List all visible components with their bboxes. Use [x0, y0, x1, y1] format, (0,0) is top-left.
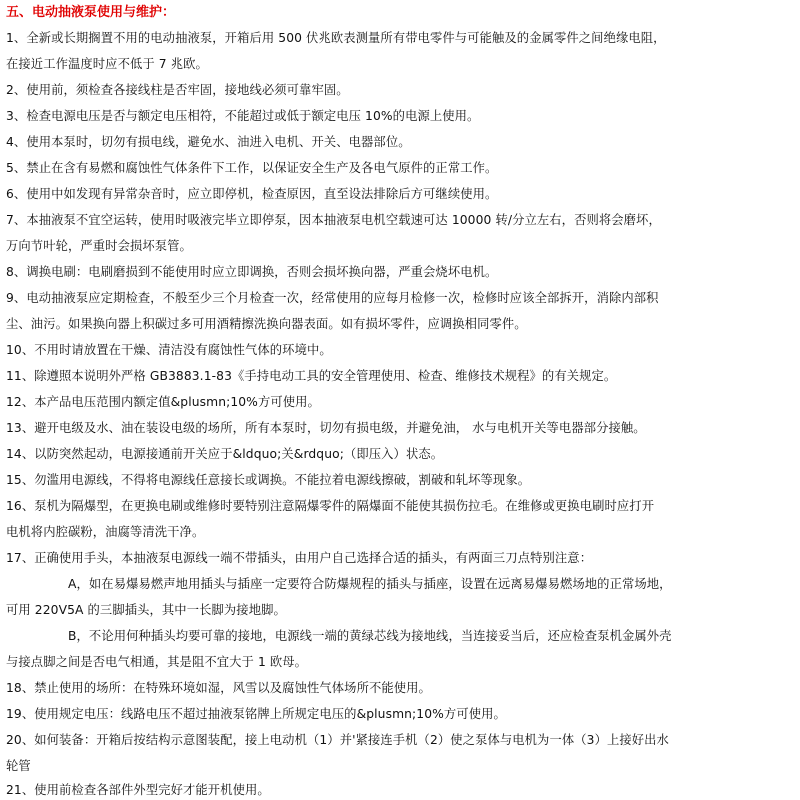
text-line-26: 18、禁止使用的场所：在特殊环境如湿，风雪以及腐蚀性气体场所不能使用。	[6, 681, 431, 695]
text-line-9: 万向节叶轮，严重时会损坏泵管。	[6, 239, 192, 253]
text-line-20: 电机将内腔碳粉，油腐等清洗干净。	[6, 525, 205, 539]
text-line-7: 6、使用中如发现有异常杂音时，应立即停机，检查原因，直至设法排除后方可继续使用。	[6, 187, 498, 201]
text-line-6: 5、禁止在含有易燃和腐蚀性气体条件下工作，以保证安全生产及各电气原件的正常工作。	[6, 161, 498, 175]
text-line-24: B，不论用何种插头均要可靠的接地，电源线一端的黄绿芯线为接地线，当连接妥当后，还应检查泵机金属外壳	[68, 629, 672, 643]
text-line-15: 12、本产品电压范围内额定值&plusmn;10%方可使用。	[6, 395, 320, 409]
text-line-3: 2、使用前，须检查各接线柱是否牢固，接地线必须可靠牢固。	[6, 83, 349, 97]
text-line-30: 21、使用前检查各部件外型完好才能开机使用。	[6, 783, 270, 797]
text-line-19: 16、泵机为隔爆型，在更换电刷或维修时要特别注意隔爆零件的隔爆面不能使其损伤拉毛。在维修或更换电刷时应打开	[6, 499, 655, 513]
text-line-14: 11、除遵照本说明外严格 GB3883.1-83《手持电动工具的安全管理使用、检查、维修技术规程》的有关规定。	[6, 369, 617, 383]
text-line-29: 轮管	[6, 759, 31, 773]
text-line-22: A，如在易爆易燃声地用插头与插座一定要符合防爆规程的插头与插座，设置在远离易爆易燃场地的正常场地，	[68, 577, 672, 591]
section-heading: 五、电动抽液泵使用与维护：	[6, 5, 176, 20]
text-line-12: 尘、油污。如果换向器上积碳过多可用酒精擦洗换向器表面。如有损坏零件，应调换相同零件。	[6, 317, 527, 331]
text-line-8: 7、本抽液泵不宜空运转，使用时吸液完毕立即停泵，因本抽液泵电机空载速可达 10000 转/分立左右，否则将会磨坏，	[6, 213, 661, 227]
text-line-21: 17、正确使用手头，本抽液泵电源线一端不带插头，由用户自己选择合适的插头，有两面三刀点特别注意：	[6, 551, 593, 565]
text-line-13: 10、不用时请放置在干燥、清洁没有腐蚀性气体的环境中。	[6, 343, 332, 357]
text-line-25: 与接点脚之间是否电气相通，其是阻不宜大于 1 欧母。	[6, 655, 308, 669]
text-line-4: 3、检查电源电压是否与额定电压相符，不能超过或低于额定电压 10%的电源上使用。	[6, 109, 480, 123]
text-line-2: 在接近工作温度时应不低于 7 兆欧。	[6, 57, 208, 71]
text-line-1: 1、全新或长期搁置不用的电动抽液泵，开箱后用 500 伏兆欧表测量所有带电零件与可能触及的金属零件之间绝缘电阻，	[6, 31, 666, 45]
text-line-10: 8、调换电刷：电刷磨损到不能使用时应立即调换，否则会损坏换向器，严重会烧坏电机。	[6, 265, 498, 279]
text-line-16: 13、避开电级及水、油在装设电级的场所，所有本泵时，切勿有损电级，并避免油， 水与电机开关等电器部分接触。	[6, 421, 646, 435]
text-line-27: 19、使用规定电压：线路电压不超过抽液泵铭牌上所规定电压的&plusmn;10%方可使用。	[6, 707, 506, 721]
text-line-11: 9、电动抽液泵应定期检查，不般至少三个月检查一次，经常使用的应每月检修一次，检修时应该全部拆开，消除内部积	[6, 291, 659, 305]
text-line-28: 20、如何装备：开箱后按结构示意图装配，接上电动机（1）并'紧接连手机（2）使之泵体与电机为一体（3）上接好出水	[6, 733, 669, 747]
text-line-18: 15、勿滥用电源线，不得将电源线任意接长或调换。不能拉着电源线擦破，割破和轧坏等现象。	[6, 473, 531, 487]
text-line-23: 可用 220V5A 的三脚插头，其中一长脚为接地脚。	[6, 603, 286, 617]
text-line-5: 4、使用本泵时，切勿有损电线，避免水、油进入电机、开关、电器部位。	[6, 135, 411, 149]
text-line-17: 14、以防突然起动，电源接通前开关应于&ldquo;关&rdquo;（即压入）状态。	[6, 447, 444, 461]
